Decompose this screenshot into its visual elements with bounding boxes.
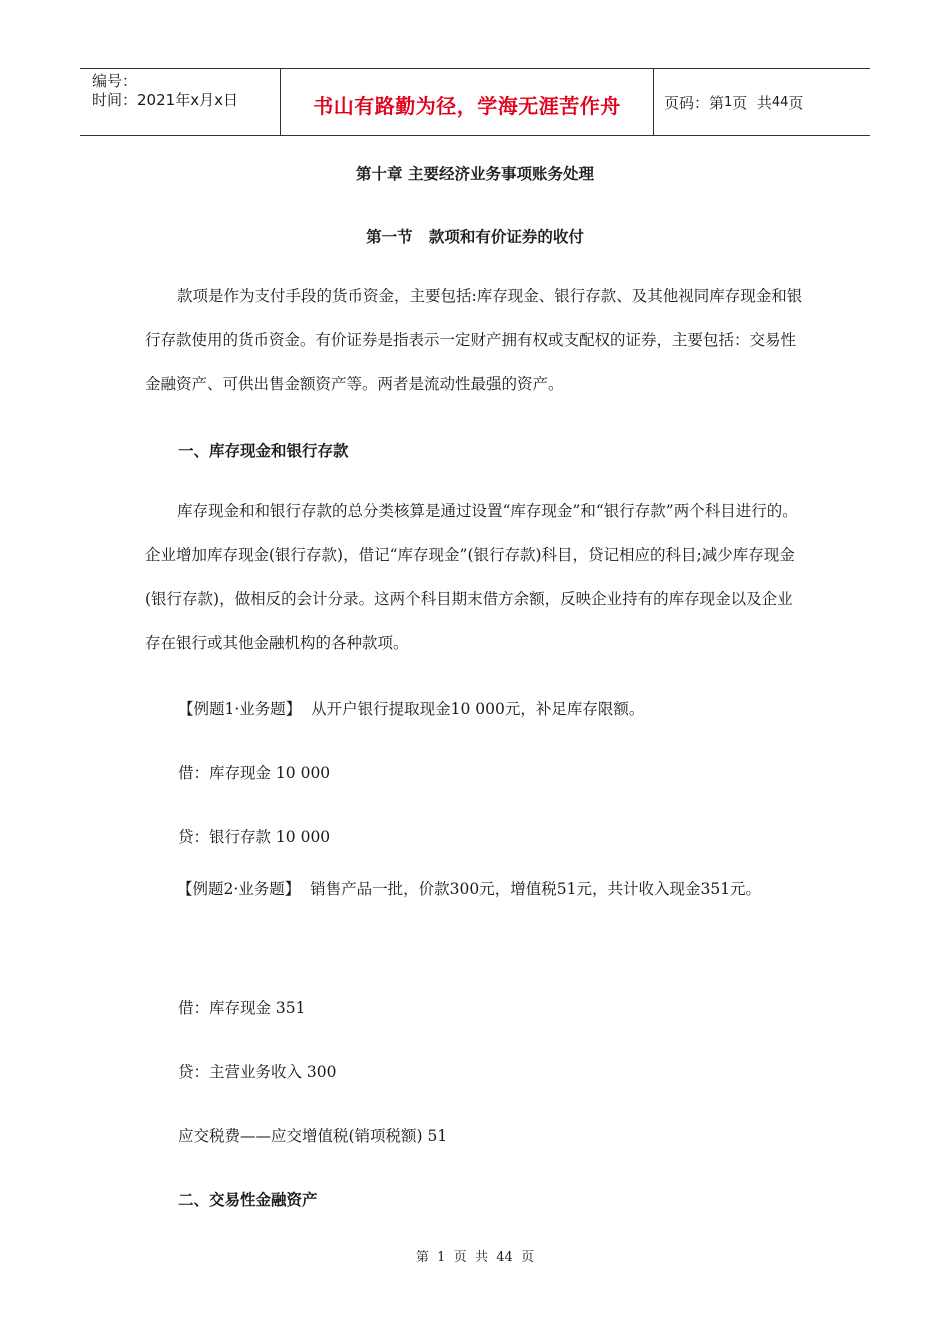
time-value: 2021年x月x日 [137,91,238,109]
example-2-text: 销售产品一批，价款300元，增值税51元，共计收入现金351元。 [310,880,762,898]
intro-paragraph: 款项是作为支付手段的货币资金，主要包括:库存现金、银行存款、及其他视同库存现金和银行存款使用的货币资金。有价证券是指表示一定财产拥有权或支配权的证券，主要包括：交易性金融资产、可供出售金额资产等。两者是流动性最强的资产。 [145,287,803,393]
example-1-text: 从开户银行提取现金10 000元，补足库存限额。 [311,700,645,718]
page-total: 44 [771,94,789,110]
number-label: 编号： [92,72,138,90]
motto: 书山有路勤为径，学海无涯苦作舟 [313,93,621,118]
chapter-title: 第十章 主要经济业务事项账务处理 [356,164,594,183]
example-1-label: 【例题1·业务题】 [178,700,302,718]
section-title: 第一节 款项和有价证券的收付 [366,227,584,246]
page-number: 1 [724,94,733,110]
page-end: 页 [788,93,804,112]
document-header [80,68,870,136]
heading-trading-financial-assets: 二、交易性金融资产 [178,1190,318,1209]
header-page-info [654,69,870,135]
time-row [92,91,280,110]
example-2-debit: 借：库存现金 351 [178,999,306,1017]
example-2-label: 【例题2·业务题】 [177,880,301,898]
header-motto-cell [281,69,654,135]
header-meta [80,69,281,135]
page-mid: 页 共 [732,93,772,112]
example-1-debit: 借：库存现金 10 000 [178,764,331,782]
page-label: 页码：第 [664,93,725,112]
time-label: 时间： [92,91,138,109]
example-1-credit: 贷：银行存款 10 000 [178,828,331,846]
page-footer: 第 1 页 共 44 页 [415,1250,535,1265]
example-2-credit: 贷：主营业务收入 300 [178,1063,337,1081]
paragraph-cash-bank: 库存现金和和银行存款的总分类核算是通过设置“库存现金”和“银行存款”两个科目进行的。企业增加库存现金(银行存款)，借记“库存现金”(银行存款)科目，贷记相应的科目;减少库存现金(银行存款)，做相反的会计分录。这两个科目期末借方余额，反映企业持有的库存现金以及企业存在银行或其他金融机构的各种款项。 [145,502,798,652]
example-1 [178,697,644,719]
example-2 [145,867,805,911]
example-2-tax: 应交税费——应交增值税(销项税额) 51 [178,1127,448,1145]
heading-cash-and-bank: 一、库存现金和银行存款 [178,441,349,460]
